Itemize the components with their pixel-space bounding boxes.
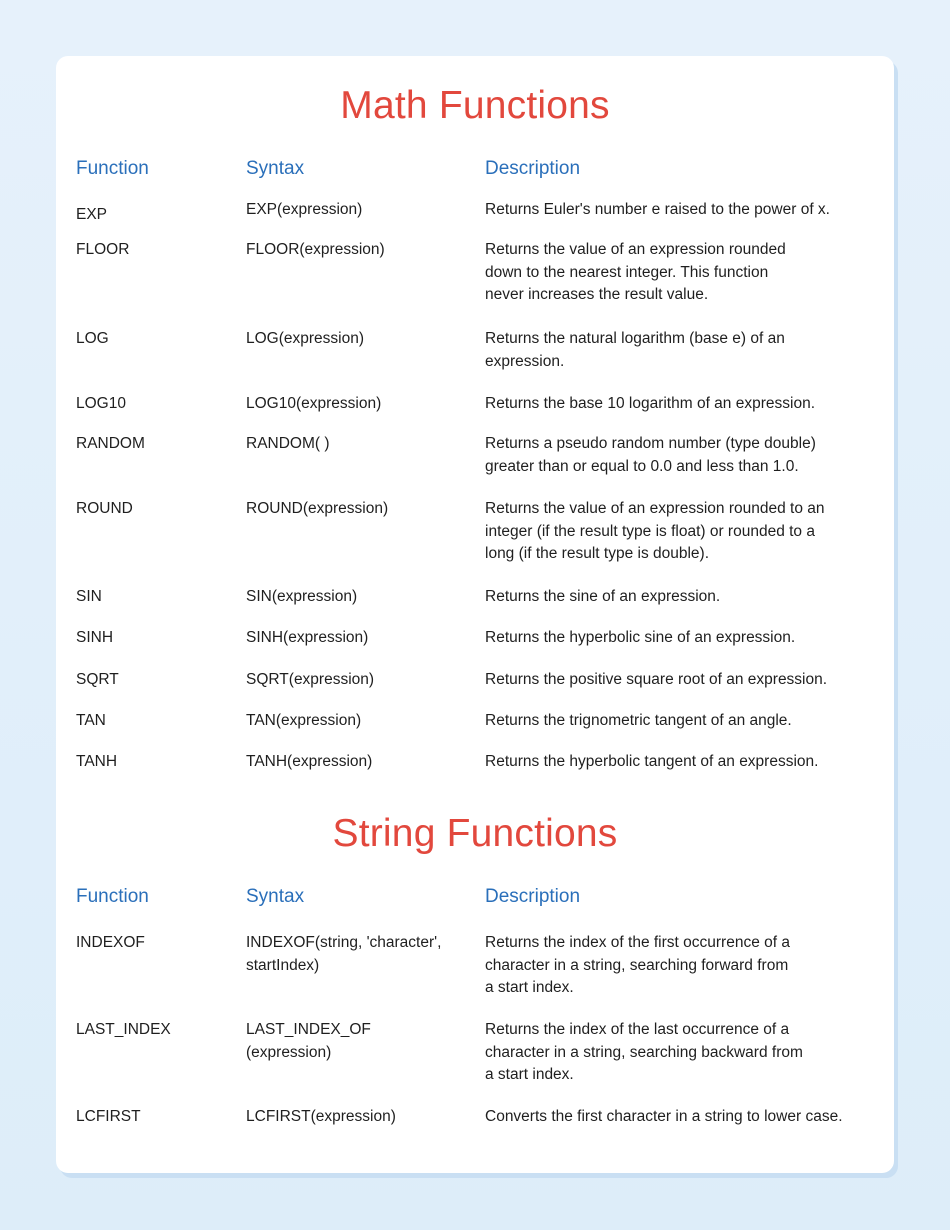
- string-row-last-index-function: LAST_INDEX: [76, 1021, 171, 1038]
- math-row-round-description: Returns the value of an expression rounded to an integer (if the result type is float) or rounded to a long (if the result type is double).: [485, 500, 825, 562]
- string-row-lcfirst-description: Converts the first character in a string to lower case.: [485, 1108, 843, 1125]
- math-row-sinh-function: SINH: [76, 629, 114, 646]
- math-header-syntax: Syntax: [246, 158, 305, 179]
- string-header-function: Function: [76, 886, 149, 907]
- math-row-log-description: Returns the natural logarithm (base e) of an expression.: [485, 330, 785, 370]
- math-row-exp-description: Returns Euler's number e raised to the power of x.: [485, 201, 830, 218]
- math-row-random-function: RANDOM: [76, 435, 145, 452]
- math-row-sqrt-syntax: SQRT(expression): [246, 671, 375, 688]
- math-row-tan-syntax: TAN(expression): [246, 712, 362, 729]
- math-row-tan-description: Returns the trignometric tangent of an angle.: [485, 712, 792, 729]
- math-row-sinh-description: Returns the hyperbolic sine of an expression.: [485, 629, 796, 646]
- string-row-indexof-syntax: INDEXOF(string, 'character', startIndex): [246, 934, 442, 974]
- math-row-sin-function: SIN: [76, 588, 102, 605]
- math-header-function: Function: [76, 158, 149, 179]
- math-section-title: Math Functions: [340, 84, 610, 127]
- math-row-tanh-function: TANH: [76, 753, 118, 770]
- string-row-indexof-function: INDEXOF: [76, 934, 145, 951]
- math-row-round-syntax: ROUND(expression): [246, 500, 389, 517]
- math-row-round-function: ROUND: [76, 500, 133, 517]
- math-row-random-description: Returns a pseudo random number (type double) greater than or equal to 0.0 and less than 1.0.: [485, 435, 816, 475]
- math-header-description: Description: [485, 158, 581, 179]
- math-row-tanh-description: Returns the hyperbolic tangent of an expression.: [485, 753, 819, 770]
- math-row-tan-function: TAN: [76, 712, 106, 729]
- string-row-last-index-description: Returns the index of the last occurrence of a character in a string, searching backward from a start index.: [485, 1021, 803, 1083]
- math-row-sinh-syntax: SINH(expression): [246, 629, 369, 646]
- math-row-sin-description: Returns the sine of an expression.: [485, 588, 721, 605]
- string-header-description: Description: [485, 886, 581, 907]
- string-section-title: String Functions: [332, 812, 618, 855]
- math-row-exp-function: EXP: [76, 206, 108, 223]
- string-row-lcfirst-function: LCFIRST: [76, 1108, 141, 1125]
- math-row-log10-function: LOG10: [76, 395, 126, 412]
- math-row-floor-description: Returns the value of an expression rounded down to the nearest integer. This function never increases the result value.: [485, 241, 786, 303]
- functions-card: [56, 56, 894, 1173]
- math-row-tanh-syntax: TANH(expression): [246, 753, 373, 770]
- math-row-log-syntax: LOG(expression): [246, 330, 365, 347]
- math-row-log-function: LOG: [76, 330, 109, 347]
- math-row-random-syntax: RANDOM( ): [246, 435, 330, 452]
- string-row-lcfirst-syntax: LCFIRST(expression): [246, 1108, 396, 1125]
- math-row-exp-syntax: EXP(expression): [246, 201, 363, 218]
- string-row-indexof-description: Returns the index of the first occurrence of a character in a string, searching forward from a start index.: [485, 934, 790, 996]
- math-row-sqrt-description: Returns the positive square root of an expression.: [485, 671, 828, 688]
- math-row-floor-syntax: FLOOR(expression): [246, 241, 385, 258]
- string-row-last-index-syntax: LAST_INDEX_OF (expression): [246, 1021, 371, 1061]
- math-row-log10-description: Returns the base 10 logarithm of an expression.: [485, 395, 815, 412]
- string-header-syntax: Syntax: [246, 886, 305, 907]
- math-row-sin-syntax: SIN(expression): [246, 588, 358, 605]
- math-row-log10-syntax: LOG10(expression): [246, 395, 382, 412]
- math-row-floor-function: FLOOR: [76, 241, 130, 258]
- math-row-sqrt-function: SQRT: [76, 671, 119, 688]
